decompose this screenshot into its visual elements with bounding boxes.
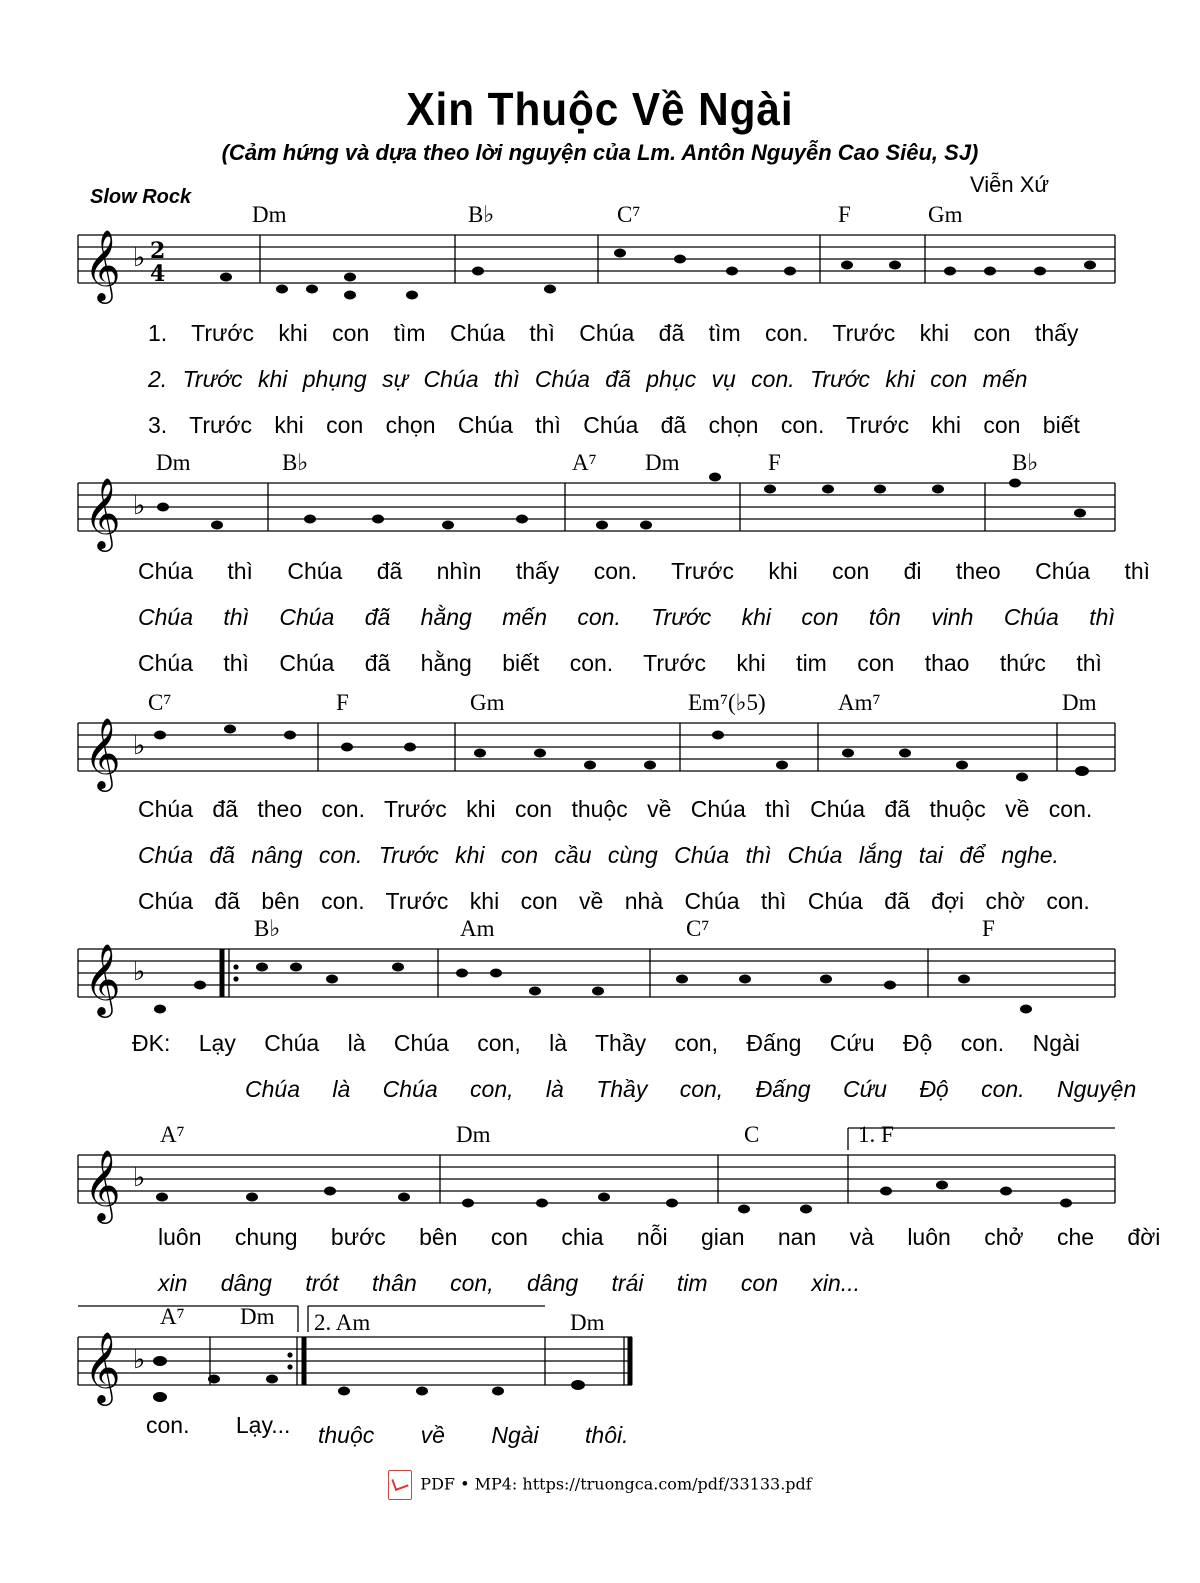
svg-text:♭: ♭ [133, 243, 146, 273]
note-heads [156, 1181, 1072, 1214]
chord-symbol: Dm [645, 450, 680, 475]
chord-symbol: F [838, 202, 851, 227]
tempo-marking: Slow Rock [90, 186, 192, 208]
chord-symbol: F [768, 450, 781, 475]
note-heads [154, 963, 1032, 1014]
song-title: Xin Thuộc Về Ngài [406, 83, 794, 135]
chord-symbol: A⁷ [160, 1304, 185, 1329]
svg-text:♭: ♭ [133, 1163, 146, 1193]
music-system-5 [0, 1120, 1200, 1310]
chord-symbol: A⁷ [572, 450, 597, 475]
treble-clef-icon: 𝄞 [84, 228, 121, 301]
ending-1-chord: 1. F [858, 1122, 894, 1147]
lyric-chorus-2: xin dâng trót thân con, dâng trái tim con xin... [158, 1270, 860, 1296]
note-heads [157, 473, 1086, 530]
lyric-verse-3: 3. Trước khi con chọn Chúa thì Chúa đã chọn con. Trước khi con biết [148, 412, 1080, 438]
footer-link[interactable]: PDF • MP4: https://truongca.com/pdf/33133.pdf [420, 1474, 812, 1494]
song-subtitle: (Cảm hứng và dựa theo lời nguyện của Lm. Antôn Nguyễn Cao Siêu, SJ) [221, 140, 979, 165]
note-heads [153, 1356, 585, 1402]
treble-clef-icon: 𝄞 [84, 1330, 121, 1403]
chord-symbol: Dm [156, 450, 191, 475]
chord-symbol: B♭ [282, 450, 309, 475]
chord-symbol: B♭ [1012, 450, 1039, 475]
treble-clef-icon: 𝄞 [84, 942, 121, 1015]
chord-symbol: Am [460, 916, 495, 941]
footer [0, 1470, 1200, 1500]
svg-text:♭: ♭ [133, 1345, 146, 1375]
lyric-verse-3: Chúa đã bên con. Trước khi con về nhà Chúa thì Chúa đã đợi chờ con. [138, 888, 1090, 914]
treble-clef-icon: 𝄞 [84, 1148, 121, 1221]
lyric-verse-2: 2. Trước khi phụng sự Chúa thì Chúa đã phục vụ con. Trước khi con mến [148, 366, 1028, 392]
chord-symbol: Dm [252, 202, 287, 227]
chord-symbol: Am⁷ [838, 690, 881, 715]
music-system-1 [0, 200, 1200, 460]
treble-clef-icon: 𝄞 [84, 476, 121, 549]
music-system-2 [0, 448, 1200, 688]
staff-lines [0, 200, 1200, 320]
music-system-6 [0, 1302, 1200, 1462]
chord-symbol: F [982, 916, 995, 941]
lyric-chorus-1: ĐK: Lạy Chúa là Chúa con, là Thầy con, Đấng Cứu Độ con. Ngài [132, 1030, 1080, 1056]
pdf-icon [388, 1470, 412, 1500]
chord-symbol: Dm [240, 1304, 275, 1329]
chord-symbol: C⁷ [617, 202, 641, 227]
staff-lines [0, 914, 1200, 1034]
chord-symbol: C⁷ [686, 916, 710, 941]
lyric-verse-1: 1. Trước khi con tìm Chúa thì Chúa đã tìm con. Trước khi con thấy [148, 320, 1079, 346]
lyric-ending-1: con. Lạy... [146, 1412, 291, 1438]
chord-symbol: Em⁷(♭5) [688, 690, 766, 715]
svg-text:2: 2 [150, 238, 166, 264]
svg-text:♭: ♭ [133, 491, 146, 521]
chord-symbol: F [336, 690, 349, 715]
chord-symbol: C [744, 1122, 760, 1147]
svg-text:♭: ♭ [133, 731, 146, 761]
music-system-4 [0, 914, 1200, 1114]
lyric-verse-3: Chúa thì Chúa đã hằng biết con. Trước khi tim con thao thức thì [138, 650, 1102, 676]
chord-symbol: Dm [1062, 690, 1097, 715]
lyric-chorus-1: luôn chung bước bên con chia nỗi gian nan và luôn chở che đời [158, 1224, 1161, 1250]
svg-text:♭: ♭ [133, 957, 146, 987]
composer-name: Viễn Xứ [970, 172, 1050, 197]
lyric-verse-2: Chúa thì Chúa đã hằng mến con. Trước khi con tôn vinh Chúa thì [138, 604, 1115, 630]
svg-text:4: 4 [150, 261, 166, 287]
music-system-3 [0, 688, 1200, 928]
lyric-verse-2: Chúa đã nâng con. Trước khi con cầu cùng Chúa thì Chúa lắng tai để nghe. [138, 842, 1059, 868]
chord-symbol: B♭ [468, 202, 495, 227]
staff-lines [0, 688, 1200, 808]
chord-symbol: B♭ [254, 916, 281, 941]
chord-symbol: Dm [570, 1310, 605, 1335]
lyric-verse-1: Chúa đã theo con. Trước khi con thuộc về Chúa thì Chúa đã thuộc về con. [138, 796, 1093, 822]
chord-symbol: Gm [928, 202, 963, 227]
chord-symbol: C⁷ [148, 690, 172, 715]
lyric-ending-2: thuộc về Ngài thôi. [318, 1422, 629, 1448]
treble-clef-icon: 𝄞 [84, 716, 121, 789]
chord-symbol: Gm [470, 690, 505, 715]
chord-symbol: Dm [456, 1122, 491, 1147]
lyric-verse-1: Chúa thì Chúa đã nhìn thấy con. Trước khi con đi theo Chúa thì [138, 558, 1151, 584]
lyric-chorus-2: Chúa là Chúa con, là Thầy con, Đấng Cứu Độ con. Nguyện [245, 1076, 1137, 1102]
note-heads [154, 725, 1089, 782]
ending-2-chord: 2. Am [314, 1310, 371, 1335]
chord-symbol: A⁷ [160, 1122, 185, 1147]
note-heads [220, 249, 1096, 300]
